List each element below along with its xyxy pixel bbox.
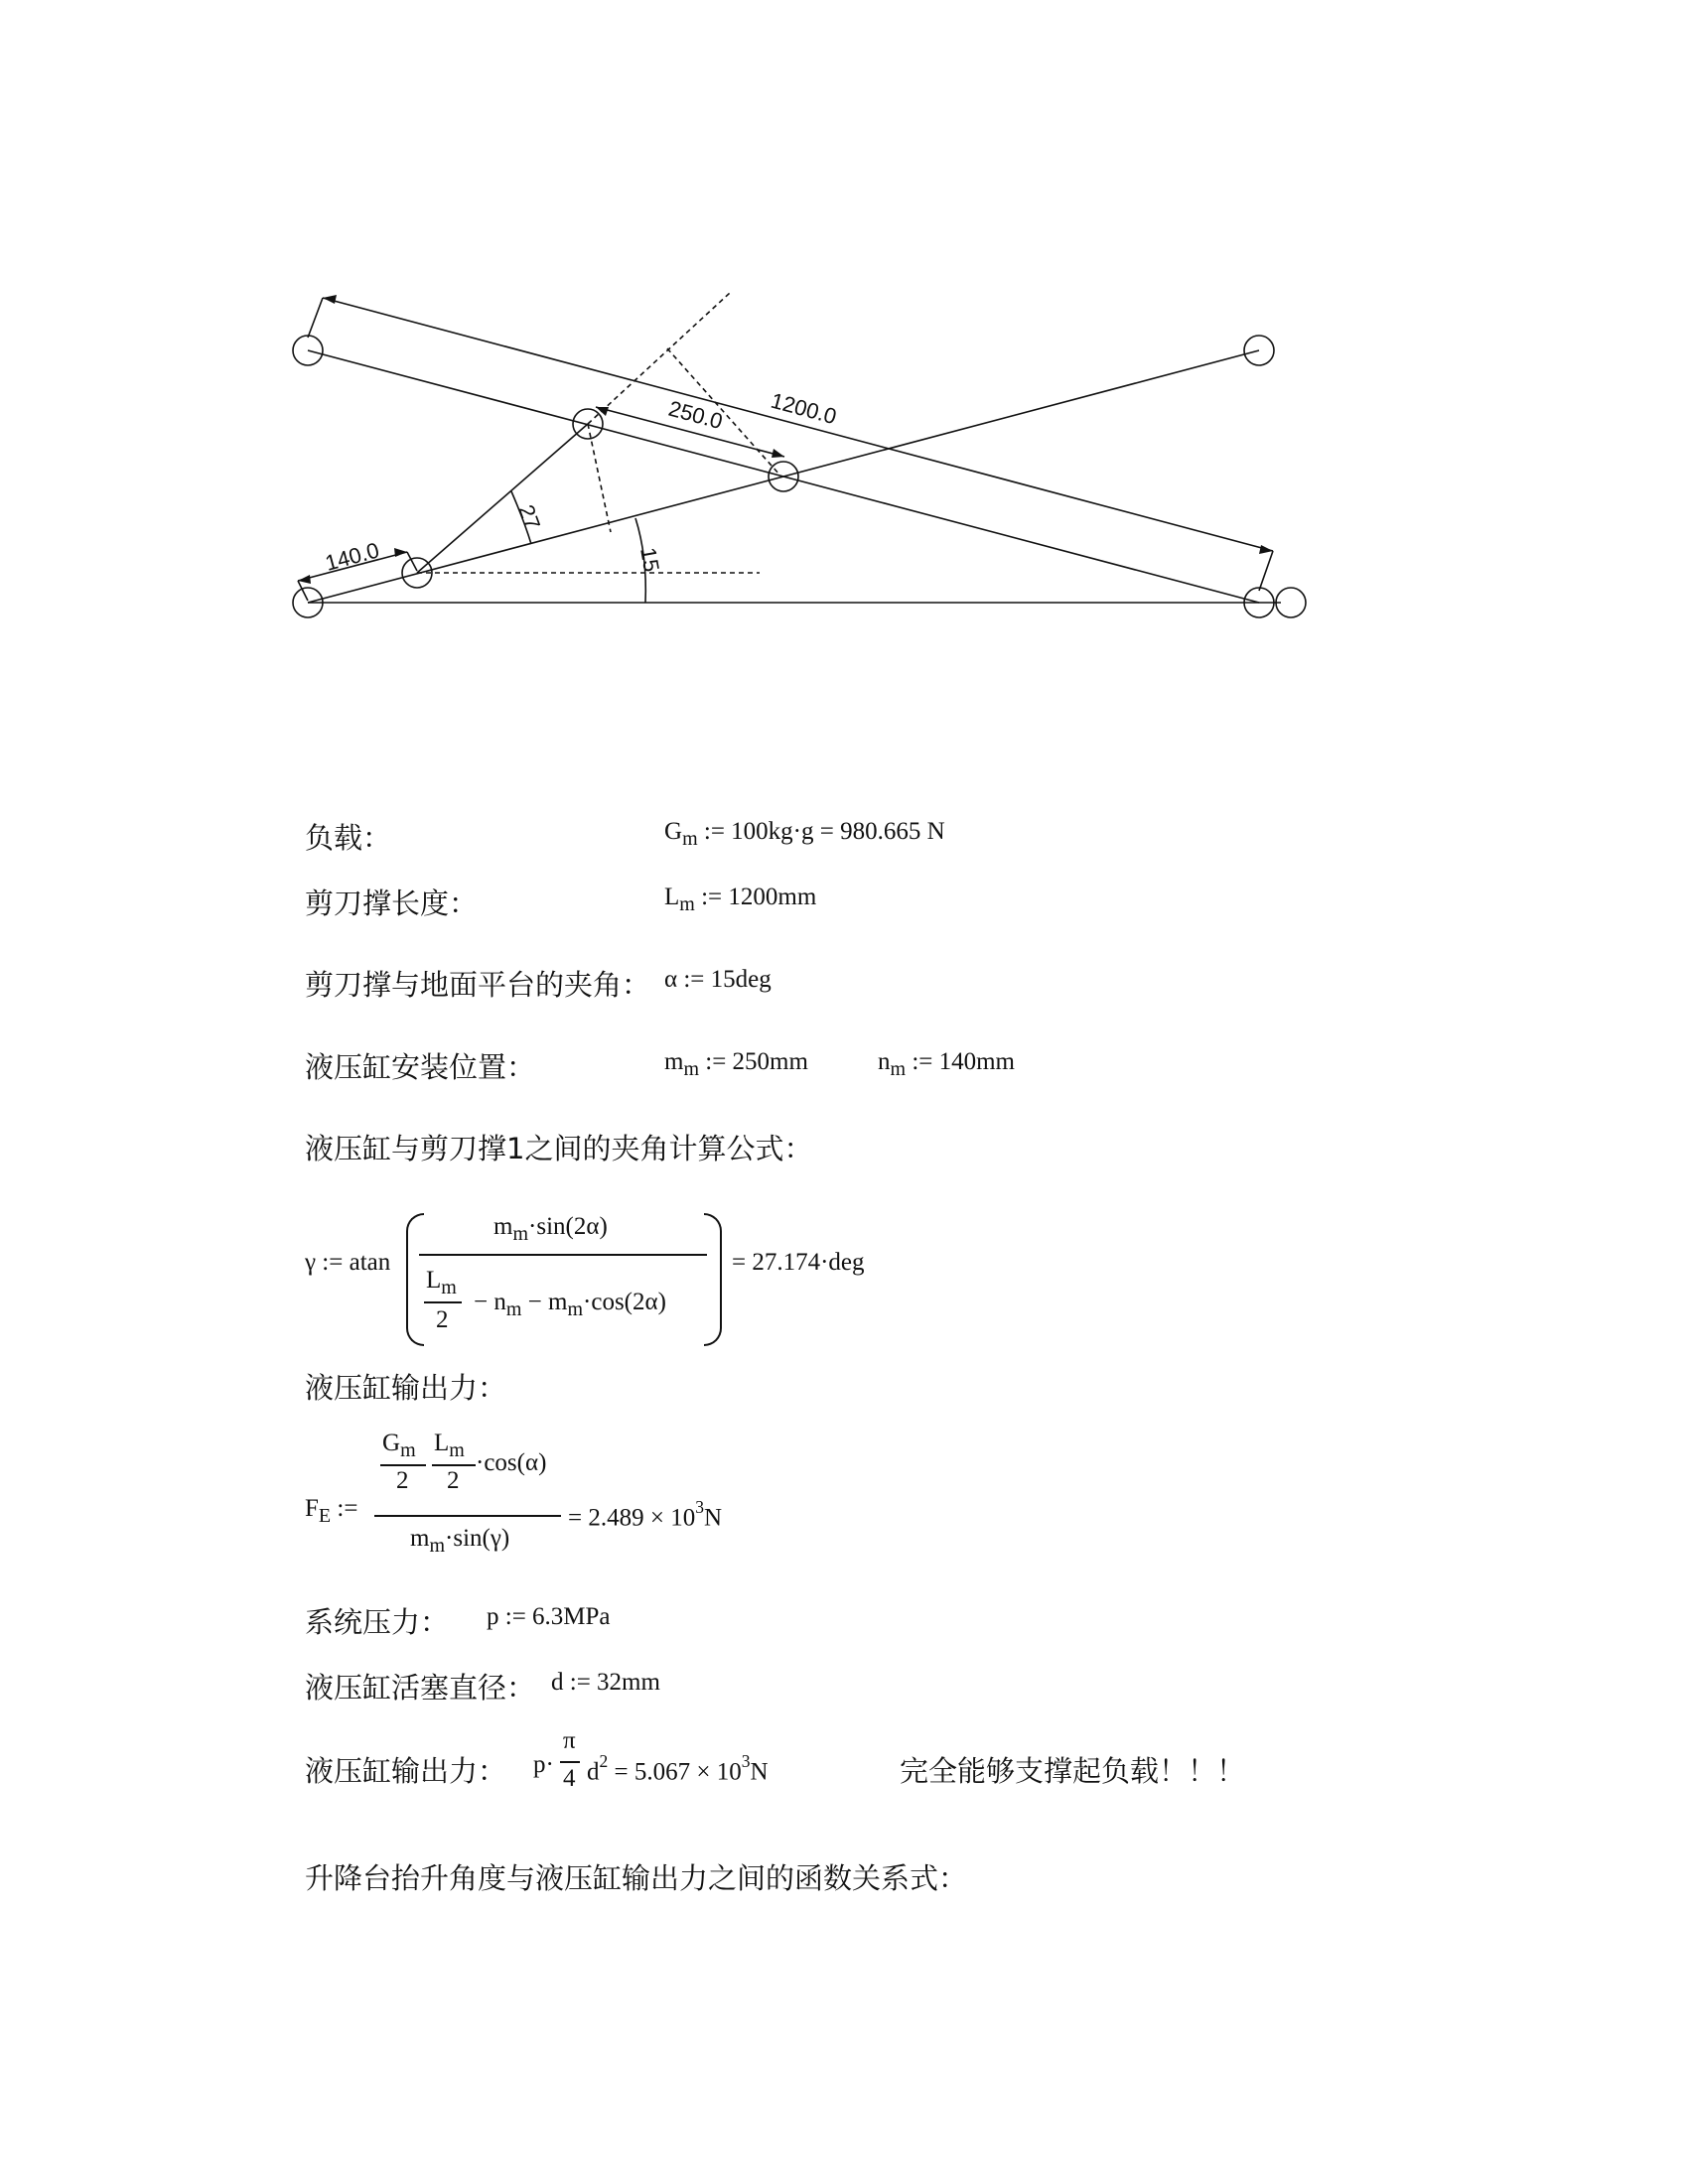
piston-formula: d := 32mm bbox=[551, 1669, 660, 1696]
dim-label-1200: 1200.0 bbox=[768, 387, 840, 430]
footer-heading: 升降台抬升角度与液压缸输出力之间的函数关系式： bbox=[305, 1861, 968, 1895]
pressure-label: 系统压力： bbox=[305, 1605, 450, 1639]
dim-line-1200 bbox=[323, 298, 1273, 551]
load-label: 负载： bbox=[305, 821, 392, 855]
output-conclusion: 完全能够支撑起负载！！！ bbox=[900, 1754, 1246, 1788]
angle-label: 剪刀撑与地面平台的夹角： bbox=[305, 968, 651, 1002]
angle-label-27: 27 bbox=[513, 501, 546, 533]
dim-label-250: 250.0 bbox=[665, 395, 726, 435]
gamma-formula: γ := atan $m_m\cdot\sin(2\alpha)$ $L_m$ 2 − $n_m - m_m\cdot\cos(2\alpha)$ = 27.174·deg bbox=[305, 1209, 901, 1348]
output-formula: p· π 4 $d^2 = 5.067 \times 10^3N$ bbox=[533, 1727, 769, 1792]
install-m-formula: $m_m$ := 250mm bbox=[664, 1048, 808, 1080]
force-heading: 液压缸输出力： bbox=[305, 1371, 507, 1405]
force-formula: $F_E$ := $G_m$ 2 $L_m$ 2 ·cos(α) $m_m\cdot\sin(\gamma)$ = $2.489 \times 10^3N$ bbox=[305, 1430, 723, 1557]
scissor-lift-diagram bbox=[0, 0, 1688, 695]
gamma-heading: 液压缸与剪刀撑1之间的夹角计算公式： bbox=[305, 1132, 813, 1165]
output-label: 液压缸输出力： bbox=[305, 1754, 507, 1788]
load-formula: $G_m$ := 100kg·g = 980.665 N bbox=[664, 818, 945, 850]
piston-label: 液压缸活塞直径： bbox=[305, 1671, 536, 1705]
install-n-formula: $n_m$ := 140mm bbox=[878, 1048, 1015, 1080]
install-label: 液压缸安装位置： bbox=[305, 1050, 536, 1084]
dim-label-140: 140.0 bbox=[322, 537, 382, 576]
length-formula: $L_m$ := 1200mm bbox=[664, 884, 817, 915]
length-label: 剪刀撑长度： bbox=[305, 887, 479, 920]
pressure-formula: p := 6.3MPa bbox=[487, 1603, 611, 1630]
angle-formula: α := 15deg bbox=[664, 966, 772, 993]
angle-label-15: 15 bbox=[635, 545, 664, 574]
